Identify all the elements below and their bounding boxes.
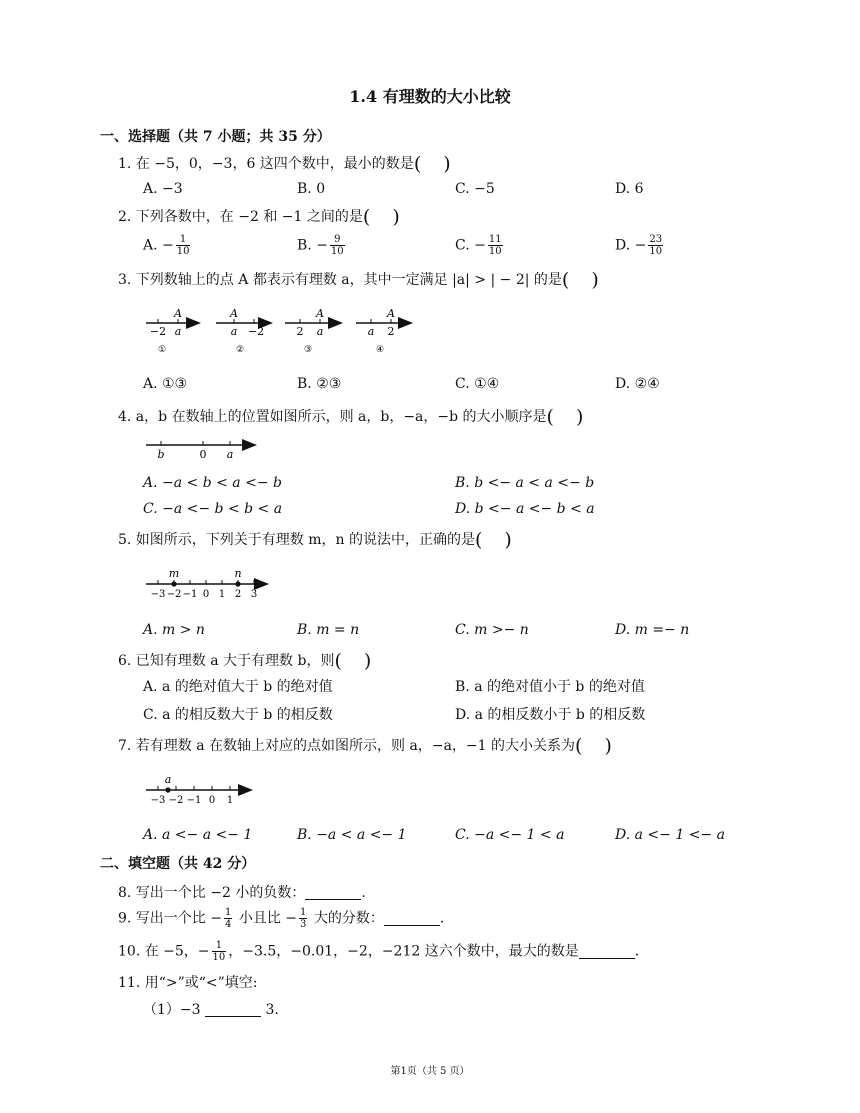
option-d: D. a 的相反数小于 b 的相反数 <box>455 707 646 723</box>
tick-label: −2 <box>168 795 184 806</box>
point-label: A <box>387 307 395 320</box>
figure-tag: ① <box>157 345 167 355</box>
option-d: D. ②④ <box>615 376 660 392</box>
tick-label: −3 <box>150 589 166 600</box>
question-stem: 7. 若有理数 a 在数轴上对应的点如图所示，则 a，−a，−1 的大小关系为 <box>118 738 576 754</box>
q3-number-lines <box>140 303 430 358</box>
fraction: $\frac{11}{10}$ <box>488 234 502 257</box>
option-d: D. b <− a <− b < a <box>455 501 595 517</box>
option-a: A. ①③ <box>143 376 188 392</box>
option-c: C. −a <− b < b < a <box>143 501 283 517</box>
option-c: C. −a <− 1 < a <box>455 827 565 843</box>
question-stem: 6. 已知有理数 a 大于有理数 b，则 <box>118 653 335 669</box>
question-stem: 3. 下列数轴上的点 A 都表示有理数 a，其中一定满足 |a| > | − 2| 的是 <box>118 272 562 288</box>
answer-blank[interactable] <box>205 1002 261 1017</box>
tick-label: 2 <box>387 325 395 338</box>
question-stem: 4. a，b 在数轴上的位置如图所示，则 a，b，−a，−b 的大小顺序是 <box>118 409 547 425</box>
tick-label: 2 <box>296 325 304 338</box>
number-line-3 <box>285 307 340 355</box>
option-b: B. ②③ <box>297 376 342 392</box>
tick-label: a <box>316 325 324 338</box>
question-6 <box>118 650 371 672</box>
question-9: 9. 写出一个比 − $\frac{1}{4}$ 小且比 − $\frac{1}{3}$ 大的分数： . <box>118 907 445 930</box>
option-b: B. −a < a <− 1 <box>297 827 407 843</box>
question-7 <box>118 735 612 757</box>
fraction: $\frac{23}{10}$ <box>649 234 663 257</box>
answer-paren: ( ) <box>413 153 451 175</box>
point-label: m <box>168 567 180 580</box>
q5-number-line <box>140 566 275 602</box>
tick-label: −2 <box>149 325 167 338</box>
tick-label: −2 <box>166 589 182 600</box>
number-line-2 <box>216 307 270 355</box>
fraction: $\frac{1}{4}$ <box>225 907 232 930</box>
option-a: A. a <− a <− 1 <box>143 827 253 843</box>
point-label: n <box>234 567 242 580</box>
tick-label: 0 <box>208 795 216 806</box>
option-b: B. a 的绝对值小于 b 的绝对值 <box>455 679 645 695</box>
question-8: 8. 写出一个比 −2 小的负数： . <box>118 885 366 901</box>
tick-label: −2 <box>247 325 265 338</box>
option-c: C. −5 <box>455 181 495 197</box>
tick-label: b <box>157 448 165 461</box>
answer-blank[interactable] <box>305 885 361 900</box>
option-d: D. − $\frac{23}{10}$ <box>615 234 663 257</box>
tick-label: 1 <box>218 589 226 600</box>
point-a <box>165 787 170 792</box>
option-b: B. b <− a < a <− b <box>455 475 595 491</box>
question-3 <box>118 269 599 291</box>
tick-label: 1 <box>226 795 234 806</box>
answer-paren: ( ) <box>362 206 400 228</box>
section-choice-heading: 一、选择题（共 7 小题；共 35 分） <box>100 129 331 145</box>
fraction: $\frac{9}{10}$ <box>330 234 344 257</box>
page-title: 1.4 有理数的大小比较 <box>349 87 511 106</box>
section-fill-heading: 二、填空题（共 42 分） <box>100 856 256 872</box>
question-stem: 2. 下列各数中，在 −2 和 −1 之间的是 <box>118 209 363 225</box>
tick-label: a <box>174 325 182 338</box>
point-label: A <box>174 307 182 320</box>
question-10: 10. 在 −5，− $\frac{1}{10}$ ，−3.5，−0.01，−2，−212 这六个数中，最大的数是 . <box>118 940 640 963</box>
number-line-1 <box>146 307 198 355</box>
answer-paren: ( ) <box>334 650 372 672</box>
question-2 <box>118 206 400 228</box>
option-d: D. m =− n <box>615 622 690 638</box>
tick-label: −1 <box>182 589 198 600</box>
answer-paren: ( ) <box>575 735 612 757</box>
point-n <box>235 581 240 586</box>
option-b: B. 0 <box>297 181 326 197</box>
tick-label: 0 <box>202 589 210 600</box>
figure-tag: ③ <box>303 345 313 355</box>
question-11-part-1: （1）−3 3. <box>143 1002 279 1018</box>
question-11: 11. 用“>”或“<”填空: <box>118 975 258 991</box>
tick-label: a <box>226 448 234 461</box>
figure-tag: ② <box>235 345 245 355</box>
option-a: A. a 的绝对值大于 b 的绝对值 <box>143 679 333 695</box>
tick-label: 3 <box>250 589 258 600</box>
fraction: $\frac{1}{3}$ <box>300 907 307 930</box>
option-d: D. a <− 1 <− a <box>615 827 725 843</box>
fraction: $\frac{1}{10}$ <box>176 234 190 257</box>
point-label: A <box>316 307 324 320</box>
tick-label: a <box>367 325 375 338</box>
point-m <box>171 581 176 586</box>
tick-label: 2 <box>234 589 242 600</box>
fraction: $\frac{1}{10}$ <box>212 940 226 963</box>
option-c: C. − $\frac{11}{10}$ <box>455 234 502 257</box>
question-stem: 5. 如图所示，下列关于有理数 m，n 的说法中，正确的是 <box>118 532 475 548</box>
option-a: A. m > n <box>143 622 205 638</box>
question-5 <box>118 529 512 551</box>
question-1 <box>118 153 451 175</box>
q7-number-line <box>140 774 260 810</box>
option-b: B. m = n <box>297 622 360 638</box>
answer-paren: ( ) <box>475 529 512 551</box>
tick-label: a <box>230 325 238 338</box>
point-label: a <box>164 774 172 786</box>
figure-tag: ④ <box>375 345 385 355</box>
q4-number-line <box>140 436 270 464</box>
option-b: B. − $\frac{9}{10}$ <box>297 234 344 257</box>
number-line-4 <box>356 307 410 355</box>
answer-paren: ( ) <box>546 406 584 428</box>
tick-label: −3 <box>150 795 166 806</box>
answer-paren: ( ) <box>561 269 599 291</box>
answer-blank[interactable] <box>579 944 635 959</box>
page-footer: 第1页（共 5 页） <box>390 1066 470 1077</box>
point-label: A <box>230 307 238 320</box>
option-a: A. −a < b < a <− b <box>143 475 282 491</box>
question-stem: 1. 在 −5，0，−3，6 这四个数中，最小的数是 <box>118 156 414 172</box>
answer-blank[interactable] <box>384 911 440 926</box>
option-c: C. a 的相反数大于 b 的相反数 <box>143 707 333 723</box>
tick-label: 0 <box>199 448 207 461</box>
option-c: C. ①④ <box>455 376 500 392</box>
option-c: C. m >− n <box>455 622 529 638</box>
option-a: A. −3 <box>143 181 183 197</box>
option-d: D. 6 <box>615 181 644 197</box>
option-a: A. − $\frac{1}{10}$ <box>143 234 190 257</box>
tick-label: −1 <box>186 795 202 806</box>
question-4 <box>118 406 583 428</box>
